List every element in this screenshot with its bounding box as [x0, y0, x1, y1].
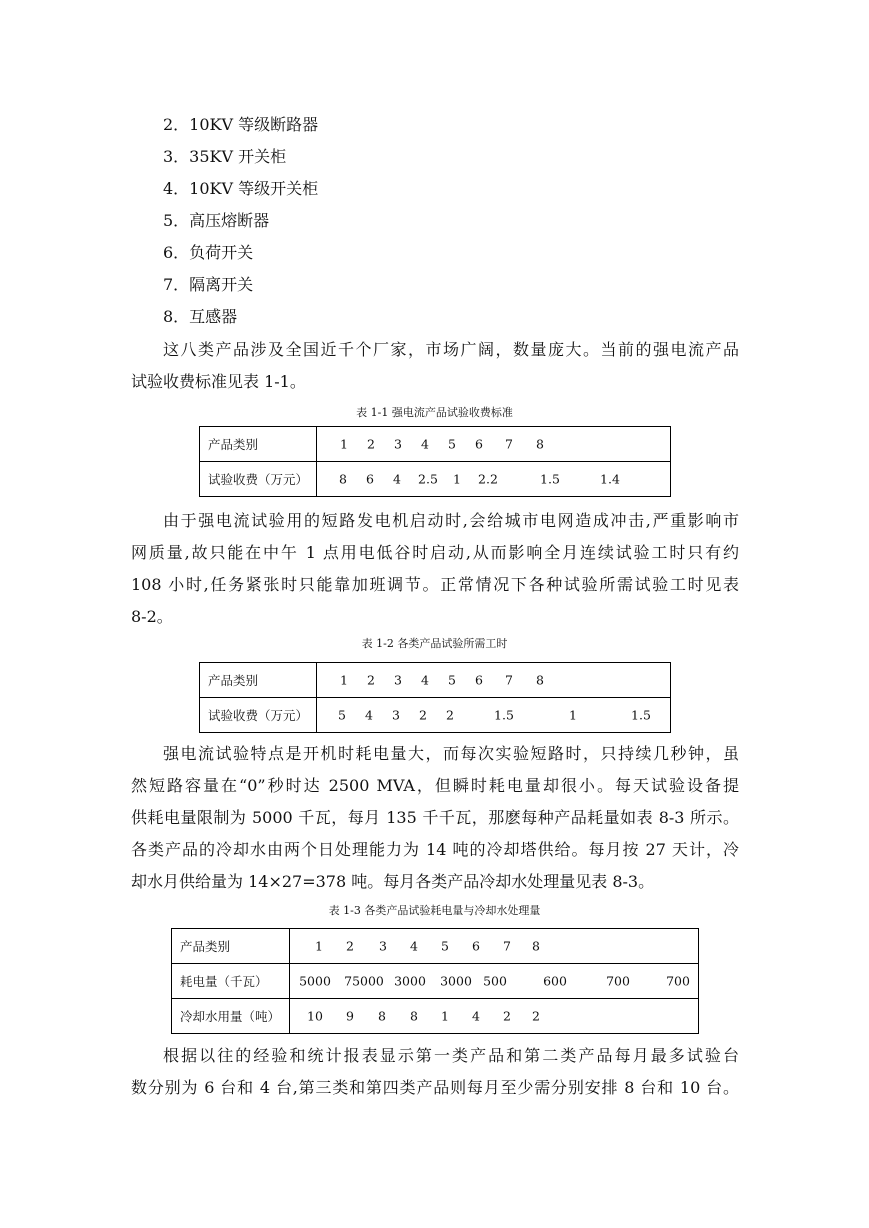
- table-cell: 1: [340, 436, 348, 452]
- table-cell: 8: [410, 1008, 418, 1024]
- paragraph-line: 强电流试验特点是开机时耗电量大，而每次实验短路时，只持续几秒钟，虽: [163, 744, 739, 763]
- table-cell: 6: [366, 471, 374, 487]
- table-cell: 2: [419, 707, 427, 723]
- table-cell: 1.5: [540, 471, 560, 487]
- table-caption: 表 1-3 各类产品试验耗电量与冷却水处理量: [328, 904, 541, 917]
- row-values: [290, 999, 699, 1034]
- table-cell: 5000: [299, 973, 331, 989]
- table-cell: 9: [346, 1008, 354, 1024]
- table-cell: 5: [441, 938, 449, 954]
- table-cell: 1: [315, 938, 323, 954]
- table-cell: 6: [475, 436, 483, 452]
- table-caption: 表 1-2 各类产品试验所需工时: [361, 637, 508, 650]
- table-cell: 8: [339, 471, 347, 487]
- row-values: [317, 427, 671, 462]
- paragraph-line: 108 小时,任务紧张时只能靠加班调节。正常情况下各种试验所需试验工时见表: [131, 575, 739, 594]
- table-cell: 6: [475, 672, 483, 688]
- table-cell: 3000: [394, 973, 426, 989]
- table-caption: 表 1-1 强电流产品试验收费标准: [356, 406, 513, 419]
- table-cell: 3: [394, 436, 402, 452]
- list-item: 2．10KV 等级断路器: [163, 115, 319, 134]
- row-label: 冷却水用量（吨）: [172, 999, 290, 1034]
- table-cell: 1.5: [494, 707, 514, 723]
- paragraph-line: 这八类产品涉及全国近千个厂家，市场广阔，数量庞大。当前的强电流产品: [163, 340, 739, 359]
- table-cell: 4: [421, 436, 429, 452]
- table-cell: 8: [536, 672, 544, 688]
- paragraph-line: 却水月供给量为 14×27=378 吨。每月各类产品冷却水处理量见表 8-3。: [131, 872, 655, 891]
- row-label: 产品类别: [172, 929, 290, 964]
- table-cell: 2: [367, 672, 375, 688]
- table-cell: 1.5: [631, 707, 651, 723]
- table-cell: 2: [532, 1008, 540, 1024]
- work-hours-table: [199, 662, 671, 733]
- table-cell: 700: [606, 973, 630, 989]
- list-item: 4．10KV 等级开关柜: [163, 179, 319, 198]
- table-cell: 1: [569, 707, 577, 723]
- table-cell: 5: [448, 436, 456, 452]
- table-cell: 4: [410, 938, 418, 954]
- table-cell: 10: [307, 1008, 323, 1024]
- paragraph-line: 网质量,故只能在中午 1 点用电低谷时启动,从而影响全月连续试验工时只有约: [131, 543, 739, 562]
- table-cell: 7: [505, 672, 513, 688]
- table-cell: 2: [446, 707, 454, 723]
- paragraph-line: 8-2。: [131, 607, 173, 626]
- table-cell: 8: [536, 436, 544, 452]
- table-row: [200, 663, 671, 698]
- paragraph-line: 数分别为 6 台和 4 台,第三类和第四类产品则每月至少需分别安排 8 台和 10 台。: [131, 1078, 739, 1097]
- table-row: [172, 964, 699, 999]
- table-row: [172, 929, 699, 964]
- table-cell: 4: [421, 672, 429, 688]
- table-cell: 3: [392, 707, 400, 723]
- table-cell: 3: [394, 672, 402, 688]
- list-item: 6．负荷开关: [163, 243, 254, 262]
- table-cell: 75000: [344, 973, 384, 989]
- paragraph-line: 试验收费标准见表 1-1。: [131, 372, 306, 391]
- table-row: [200, 698, 671, 733]
- list-item: 7．隔离开关: [163, 275, 254, 294]
- paragraph-line: 根据以往的经验和统计报表显示第一类产品和第二类产品每月最多试验台: [163, 1046, 739, 1065]
- table-cell: 1: [453, 471, 461, 487]
- row-values: [290, 964, 699, 999]
- table-cell: 1: [441, 1008, 449, 1024]
- paragraph-line: 各类产品的冷却水由两个日处理能力为 14 吨的冷却塔供给。每月按 27 天计，冷: [131, 840, 739, 859]
- row-values: [317, 698, 671, 733]
- table-cell: 4: [472, 1008, 480, 1024]
- row-label: 试验收费（万元）: [200, 462, 317, 497]
- table-cell: 700: [666, 973, 690, 989]
- row-label: 耗电量（千瓦）: [172, 964, 290, 999]
- power-water-table: [171, 928, 699, 1034]
- fee-standard-table: [199, 426, 671, 497]
- table-cell: 500: [483, 973, 507, 989]
- table-cell: 1: [340, 672, 348, 688]
- table-row: [200, 462, 671, 497]
- paragraph-line: 由于强电流试验用的短路发电机启动时,会给城市电网造成冲击,严重影响市: [163, 511, 739, 530]
- table-cell: 1.4: [600, 471, 620, 487]
- table-row: [200, 427, 671, 462]
- list-item: 5．高压熔断器: [163, 211, 270, 230]
- table-cell: 3000: [440, 973, 472, 989]
- table-cell: 4: [393, 471, 401, 487]
- table-row: [172, 999, 699, 1034]
- table-cell: 8: [532, 938, 540, 954]
- table-cell: 5: [448, 672, 456, 688]
- table-cell: 2: [346, 938, 354, 954]
- list-item: 3．35KV 开关柜: [163, 147, 287, 166]
- table-cell: 2.2: [478, 471, 498, 487]
- table-cell: 7: [503, 938, 511, 954]
- row-label: 产品类别: [200, 663, 317, 698]
- table-cell: 2: [503, 1008, 511, 1024]
- row-values: [317, 462, 671, 497]
- table-cell: 600: [543, 973, 567, 989]
- table-cell: 6: [472, 938, 480, 954]
- row-label: 试验收费（万元）: [200, 698, 317, 733]
- table-cell: 7: [505, 436, 513, 452]
- table-cell: 5: [338, 707, 346, 723]
- row-label: 产品类别: [200, 427, 317, 462]
- list-item: 8．互感器: [163, 307, 238, 326]
- table-cell: 8: [378, 1008, 386, 1024]
- row-values: [317, 663, 671, 698]
- paragraph-line: 供耗电量限制为 5000 千瓦，每月 135 千千瓦，那麽每种产品耗量如表 8-3 所示。: [131, 808, 739, 827]
- table-cell: 4: [365, 707, 373, 723]
- row-values: [290, 929, 699, 964]
- table-cell: 2: [367, 436, 375, 452]
- table-cell: 3: [379, 938, 387, 954]
- paragraph-line: 然短路容量在“0”秒时达 2500 MVA，但瞬时耗电量却很小。每天试验设备提: [131, 776, 739, 795]
- table-cell: 2.5: [418, 471, 438, 487]
